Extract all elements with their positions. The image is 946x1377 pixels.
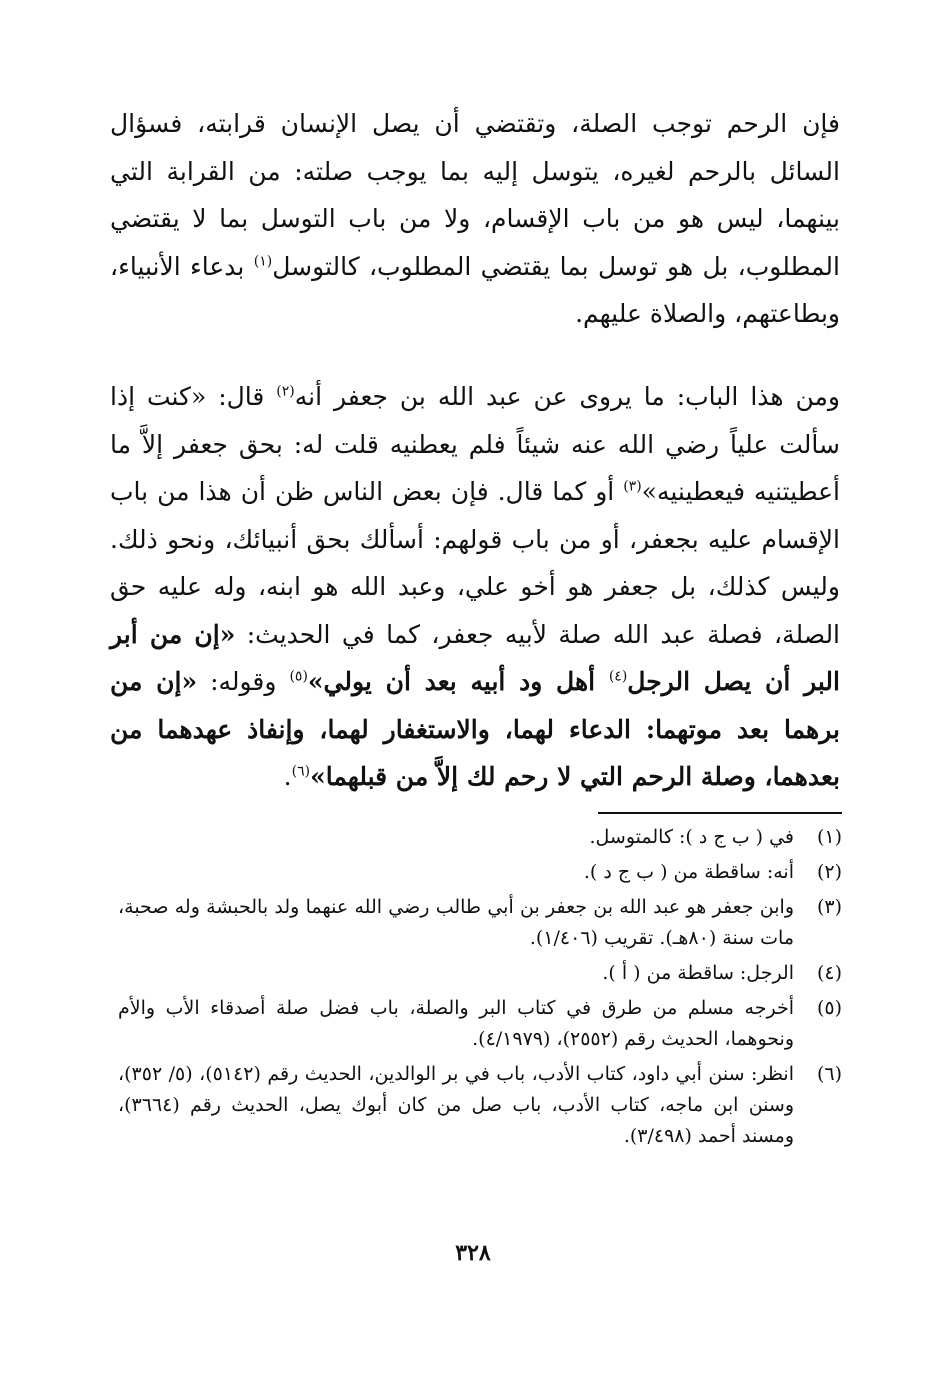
paragraph-text: بدعاء الأنبياء، وبطاعتهم، والصلاة عليهم. (110, 251, 840, 328)
footnote-separator (598, 812, 842, 814)
footnote-number: (٥) (816, 997, 842, 1019)
footnote-marker: (٣) (623, 478, 642, 495)
paragraph-text: أو كما قال. فإن بعض الناس ظن أن هذا من باب الإقسام عليه بجعفر، أو من باب قولهم: أسألك بحق أنبيائك، ونحو ذلك. وليس كذلك، بل جعفر هو أخو علي، وعبد الله هو ابنه، وله عليه حق الصلة، فصلة عبد الله صلة لأبيه جعفر، كما في الحديث: (110, 477, 841, 649)
footnote-marker: (٤) (608, 668, 628, 685)
footnote-item (118, 1059, 842, 1152)
body-paragraph-2 (110, 373, 840, 801)
footnote-number: (٦) (816, 1063, 842, 1085)
footnote-marker: (١) (253, 253, 273, 270)
page-number: ٣٢٨ (455, 1240, 491, 1266)
footnote-marker: (٢) (276, 383, 295, 400)
footnote-number: (٤) (816, 962, 842, 984)
footnote-text: أنه: ساقطة من ( ب ج د ). (583, 861, 794, 883)
footnote-item (118, 857, 842, 888)
footnote-item (118, 958, 842, 989)
hadith-quote: «إن من أبر البر أن يصل الرجل (110, 619, 840, 696)
footnotes-list (118, 822, 842, 1156)
footnote-number: (٣) (816, 896, 842, 918)
footnote-item (118, 892, 842, 954)
paragraph-text: ومن هذا الباب: ما يروى عن عبد الله بن جعفر أنه (294, 382, 841, 411)
footnote-text: الرجل: ساقطة من ( أ ). (602, 962, 794, 984)
footnote-item (118, 993, 842, 1055)
footnote-text: انظر: سنن أبي داود، كتاب الأدب، باب في بر الوالدين، الحديث رقم (٥١٤٢)، (٥/ ٣٥٢)، وسنن ابن ماجه، كتاب الأدب، باب صل من كان أبوك يصل، الحديث رقم (٣٦٦٤)، ومسند أحمد (٣/٤٩٨). (118, 1063, 794, 1147)
hadith-quote: أهل ود أبيه بعد أن يولي» (307, 667, 609, 696)
footnote-text: في ( ب ج د ): كالمتوسل. (589, 826, 794, 848)
hadith-quote: «إن من برهما بعد موتهما: الدعاء لهما، والاستغفار لهما، وإنفاذ عهدهما من بعدهما، وصلة الرحم التي لا رحم لك إلاَّ من قبلهما» (110, 667, 840, 791)
footnote-number: (٢) (816, 861, 842, 883)
paragraph-text: وقوله: (197, 667, 290, 696)
paragraph-text: فإن الرحم توجب الصلة، وتقتضي أن يصل الإنسان قرابته، فسؤال السائل بالرحم لغيره، يتوسل إليه بما يوجب صلته: من القرابة التي بينهما، ليس هو من باب الإقسام، ولا من باب التوسل بما لا يقتضي المطلوب، بل هو توسل بما يقتضي المطلوب، كالتوسل (110, 109, 840, 281)
footnote-number: (١) (816, 826, 842, 848)
footnote-marker: (٥) (289, 668, 308, 685)
footnote-marker: (٦) (291, 763, 311, 780)
paragraph-text: قال: «كنت إذا سألت علياً رضي الله عنه شيئاً فلم يعطنيه قلت له: بحق جعفر إلاَّ ما أعطيتنيه فيعطينيه» (110, 382, 840, 506)
footnote-text: وابن جعفر هو عبد الله بن جعفر بن أبي طالب رضي الله عنهما ولد بالحبشة وله صحبة، مات سنة (٨٠هـ). تقريب (١/٤٠٦). (118, 896, 794, 949)
body-paragraph-1 (110, 100, 840, 338)
footnote-item (118, 822, 842, 853)
paragraph-text: . (283, 762, 292, 791)
footnote-text: أخرجه مسلم من طرق في كتاب البر والصلة، باب فضل صلة أصدقاء الأب والأم ونحوهما، الحديث رقم (٢٥٥٢)، (٤/١٩٧٩). (118, 997, 794, 1050)
